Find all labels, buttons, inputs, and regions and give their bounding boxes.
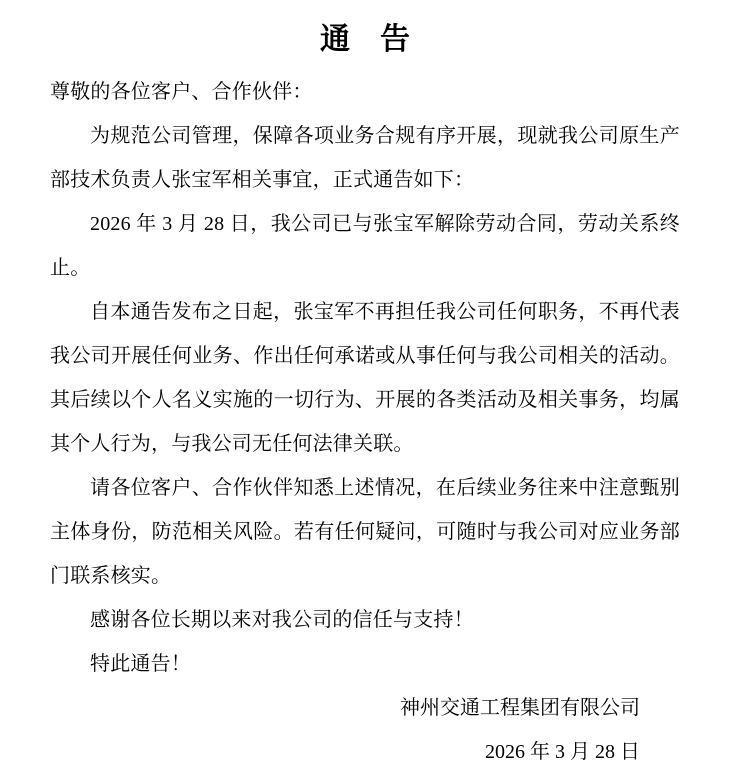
paragraph-purpose: 为规范公司管理，保障各项业务合规有序开展，现就我公司原生产部技术负责人张宝军相关事宜，正式通告如下： — [50, 125, 680, 191]
paragraph-thanks: 感谢各位长期以来对我公司的信任与支持！ — [90, 609, 474, 631]
notice-body — [50, 70, 680, 686]
company-signature: 神州交通工程集团有限公司 — [400, 697, 640, 719]
notice-date: 2026 年 3 月 28 日 — [485, 741, 640, 763]
notice-title: 通 告 — [320, 23, 410, 56]
paragraph-caution: 请各位客户、合作伙伴知悉上述情况，在后续业务往来中注意甄别主体身份，防范相关风险。若有任何疑问，可随时与我公司对应业务部门联系核实。 — [50, 477, 680, 587]
signature-block — [50, 686, 680, 770]
paragraph-termination: 2026 年 3 月 28 日，我公司已与张宝军解除劳动合同，劳动关系终止。 — [50, 213, 680, 279]
paragraph-disclaimer: 自本通告发布之日起，张宝军不再担任我公司任何职务，不再代表我公司开展任何业务、作出任何承诺或从事任何与我公司相关的活动。其后续以个人名义实施的一切行为、开展的各类活动及相关事务，均属其个人行为，与我公司无任何法律关联。 — [50, 301, 680, 455]
paragraph-closing: 特此通告！ — [90, 653, 191, 675]
salutation-line: 尊敬的各位客户、合作伙伴： — [50, 81, 313, 103]
